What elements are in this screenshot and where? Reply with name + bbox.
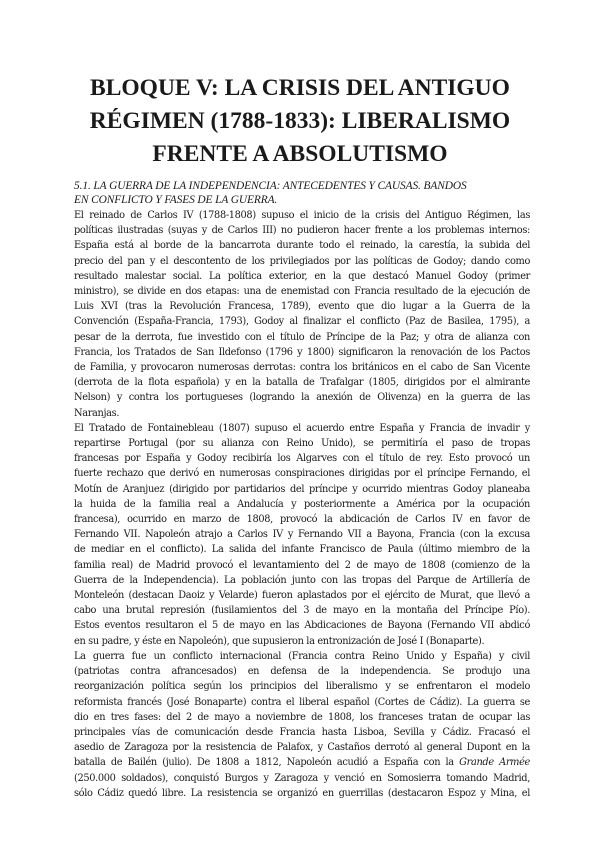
text-line: cabo una brutal represión (fusilamientos del 3 de mayo en la montaña del Príncipe Pío). [74, 605, 530, 617]
text-line: asedio de Zaragoza por la resistencia de Palafox, y Castaños derrotó al general Dupont en la [74, 742, 530, 754]
text-line: ministro), se divide en dos etapas: una de enemistad con Francia resultado de la ejecución de [74, 286, 530, 298]
page-title [60, 72, 540, 171]
text-fragment: batalla de Bailén (julio). De 1808 a 1812, Napoleón acudió a España con la [74, 757, 460, 769]
text-line: Monteleón (destacan Daoiz y Velarde) fueron aplastados por el ejército de Murat, que llevó a [74, 590, 530, 602]
title-line: BLOQUE V: LA CRISIS DEL ANTIGUO [90, 75, 510, 101]
text-line: pesar de la derrota, fue investido con el título de Príncipe de la Paz; y otra de alianza con [74, 331, 530, 343]
section-heading [74, 180, 534, 207]
text-line: Luis XVI (tras la Revolución Francesa, 1789), evento que dio lugar a la Guerra de la [74, 301, 530, 313]
text-line: en su padre, y éste en Napoleón), que supusieron la entronización de José I (Bonaparte). [74, 635, 485, 647]
text-line: reformista francés (José Bonaparte) contra el liberal español (Cortes de Cádiz). La guerra se [74, 696, 530, 708]
text-line: la huida de la familia real a Andalucía y posteriormente a América por la ocupación [74, 498, 530, 510]
text-line: políticas ilustradas (suyas y de Carlos III) no pudieron hacer frente a los problemas internos: [74, 225, 530, 237]
text-line: de mediar en el conflicto). La salida del infante Francisco de Paula (último miembro de la [74, 544, 530, 556]
text-line: Estos eventos resultaron el 5 de mayo en las Abdicaciones de Bayona (Fernando VII abdicó [74, 620, 530, 632]
text-line: reorganización política según los principios del liberalismo y se enfrentaron el modelo [74, 681, 530, 693]
text-line: España está al borde de la bancarrota durante todo el reinado, la carestía, la subida del [74, 240, 530, 252]
text-line: fuerte rechazo que derivó en numerosas conspiraciones dirigidas por el príncipe Fernando, el [74, 468, 530, 480]
text-line: familia real) de Madrid provocó el levantamiento del 2 de mayo de 1808 (comienzo de la [74, 559, 530, 571]
title-line: FRENTE A ABSOLUTISMO [152, 141, 448, 167]
text-line: Guerra de la Independencia). La población junto con las tropas del Parque de Artillería de [74, 574, 530, 586]
text-line: Convención (España-Francia, 1793), Godoy al finalizar el conflicto (Paz de Basilea, 1795), a [74, 316, 530, 328]
text-line: repartirse Portugal (por su alianza con Reino Unido), se permitiría el paso de tropas [74, 438, 530, 450]
text-line: precio del pan y el descontento de los privilegiados por las políticas de Godoy; dando como [74, 255, 530, 267]
text-line: sólo Cádiz quedó libre. La resistencia se organizó en guerrillas (destacaron Espoz y Mina, el [74, 787, 530, 799]
text-line: francesas por España y Godoy recibiría los Algarves con el título de rey. Esto provocó un [74, 453, 530, 465]
paragraph [74, 649, 530, 801]
body-text [74, 208, 530, 801]
text-line: El reinado de Carlos IV (1788-1808) supuso el inicio de la crisis del Antiguo Régimen, las [74, 210, 530, 221]
text-line: El Tratado de Fontainebleau (1807) supuso el acuerdo entre España y Francia de invadir y [74, 422, 530, 434]
paragraph [74, 421, 530, 649]
text-line: resultado malestar social. La política exterior, en la que destacó Manuel Godoy (primer [74, 270, 530, 282]
text-line: Naranjas. [74, 407, 120, 419]
text-line: Fernando VII. Napoleón atrajo a Carlos IV y Fernando VII a Bayona, Francia (con la excusa [74, 529, 530, 541]
text-line: Motín de Aranjuez (dirigido por partidarios del príncipe y ocurrido mientras Godoy planeaba [74, 483, 530, 495]
section-heading-line: 5.1. LA GUERRA DE LA INDEPENDENCIA: ANTECEDENTES Y CAUSAS. BANDOS [74, 180, 467, 192]
title-line: RÉGIMEN (1788-1833): LIBERALISMO [89, 108, 511, 134]
text-line: (250.000 soldados), conquistó Burgos y Zaragoza y venció en Somosierra tomando Madrid, [74, 772, 530, 784]
paragraph [74, 208, 530, 421]
text-line: (derrota de la flota española) y en la batalla de Trafalgar (1805, dirigidos por el almirante [74, 377, 530, 389]
text-line: Francia, los Tratados de San Ildefonso (1796 y 1800) significaron la renovación de los Pactos [74, 346, 530, 358]
text-line [74, 755, 530, 770]
text-line: dio en tres fases: del 2 de mayo a noviembre de 1808, los franceses tratan de ocupar las [74, 711, 530, 723]
text-line: Nelson) y contra los portugueses (logrando la anexión de Olivenza) en la guerra de las [74, 392, 530, 404]
text-line: francesa), ocurrido en marzo de 1808, provocó la abdicación de Carlos IV en favor de [74, 514, 530, 526]
text-line: (patriotas contra afrancesados) en defensa de la independencia. Se produjo una [74, 666, 530, 678]
text-line: principales vías de comunicación desde Francia hasta Lisboa, Sevilla y Cádiz. Fracasó el [74, 726, 530, 738]
text-line: La guerra fue un conflicto internacional (Francia contra Reino Unido y España) y civil [74, 650, 530, 662]
text-line: de Familia, y provocaron numerosas derrotas: contra los británicos en el cabo de San Vicente [74, 362, 530, 374]
emphasis-text: Grande Armée [459, 757, 530, 769]
section-heading-line: EN CONFLICTO Y FASES DE LA GUERRA. [74, 193, 278, 206]
